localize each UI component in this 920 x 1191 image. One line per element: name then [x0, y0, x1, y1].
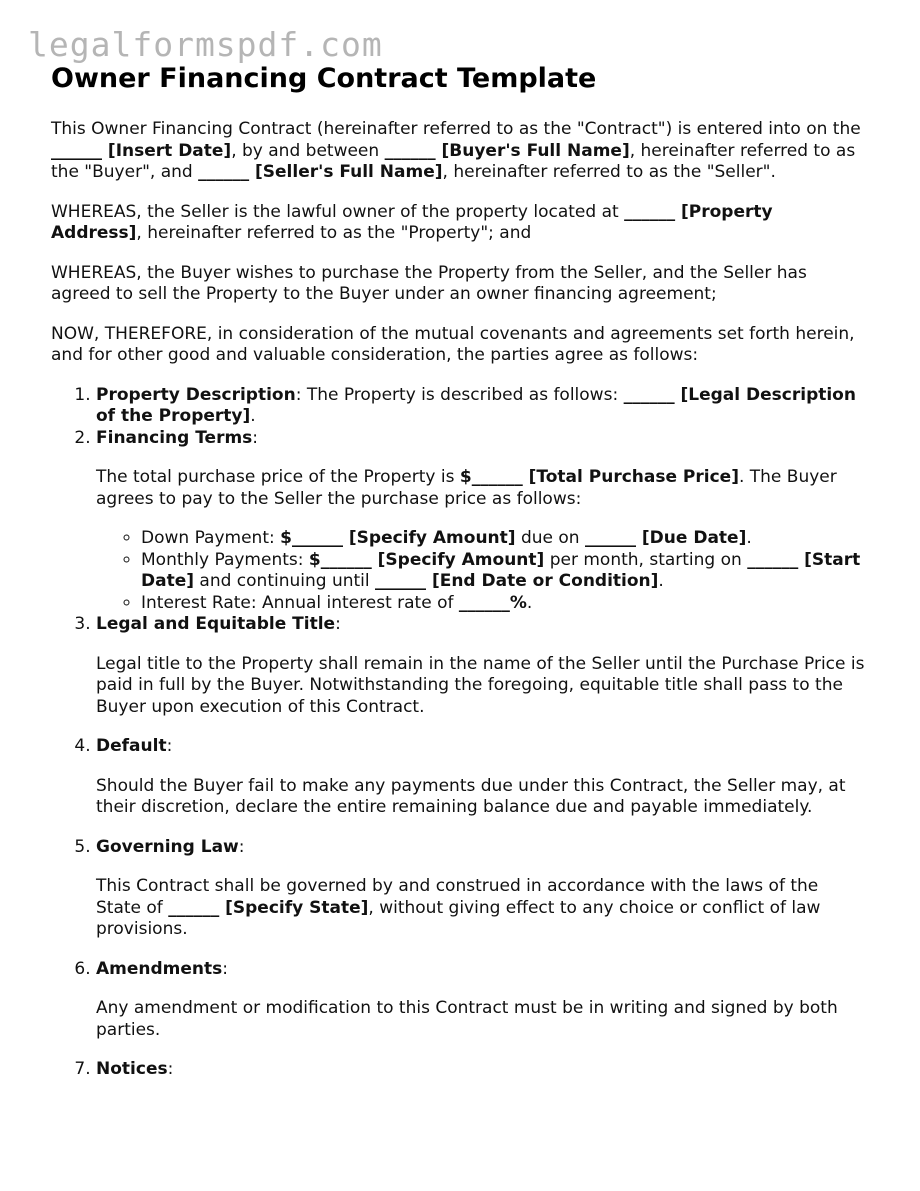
section-property-description: 1. Property Description: The Property is described as follows: ______ [Legal Description of the Property]. — [96, 385, 866, 428]
whereas-seller-paragraph: WHEREAS, the Seller is the lawful owner of the property located at ______ [Property Address], hereinafter referred to as the "Property"; and — [51, 201, 773, 243]
property-address-field: ______ [Property Address] — [51, 201, 773, 243]
section-amendments: 6. Amendments: Any amendment or modification to this Contract must be in writing and signed by both parties. — [96, 959, 866, 1042]
section-notices: 7. Notices: — [96, 1059, 866, 1081]
interest-rate-item: ◦ Interest Rate: Annual interest rate of ______%. — [141, 593, 866, 615]
intro-paragraph: This Owner Financing Contract (hereinafter referred to as the "Contract") is entered into on the ______ [Insert Date], by and between ______ [Buyer's Full Name], hereinafter referred to as the "Buyer", and ______ [Seller's Full Name], hereinafter referred to as the "Seller". — [51, 119, 861, 182]
amendments-paragraph: Any amendment or modification to this Contract must be in writing and signed by both parties. — [96, 998, 838, 1040]
default-paragraph: Should the Buyer fail to make any payments due under this Contract, the Seller may, at their discretion, declare the entire remaining balance due and payable immediately. — [96, 775, 846, 817]
page-title: Owner Financing Contract Template — [51, 63, 597, 94]
section-legal-equitable-title: 3. Legal and Equitable Title: Legal title to the Property shall remain in the name of the Seller until the Purchase Price is paid in full by the Buyer. Notwithstanding the foregoing, equitable title shall pass to the Buyer upon execution of this Contract. — [96, 614, 866, 718]
payment-terms-list — [96, 528, 866, 614]
watermark: legalformspdf.com — [28, 25, 383, 64]
legal-title-paragraph: Legal title to the Property shall remain in the name of the Seller until the Purchase Price is paid in full by the Buyer. Notwithstanding the foregoing, equitable title shall pass to the Buyer upon execution of this Contract. — [96, 653, 865, 717]
total-price-field: $______ [Total Purchase Price] — [459, 467, 739, 487]
buyer-name-field: ______ [Buyer's Full Name] — [384, 140, 630, 161]
sections-list — [51, 385, 866, 1081]
financing-terms-paragraph: The total purchase price of the Property is $______ [Total Purchase Price]. The Buyer agrees to pay to the Seller the purchase price as follows: — [96, 467, 837, 509]
now-therefore-paragraph: NOW, THEREFORE, in consideration of the mutual covenants and agreements set forth herein, and for other good and valuable consideration, the parties agree as follows: — [51, 323, 855, 365]
state-field: ______ [Specify State] — [168, 897, 369, 918]
governing-law-paragraph: This Contract shall be governed by and construed in accordance with the laws of the State of ______ [Specify State], without giving effect to any choice or conflict of law provisions. — [96, 876, 821, 939]
section-governing-law: 5. Governing Law: This Contract shall be governed by and construed in accordance with the laws of the State of ______ [Specify State], without giving effect to any choice or conflict of law provisions. — [96, 837, 866, 941]
monthly-payments-item: ◦ Monthly Payments: $______ [Specify Amount] per month, starting on ______ [Start Date] and continuing until ______ [End Date or Condition]. — [141, 550, 866, 593]
section-default: 4. Default: Should the Buyer fail to make any payments due under this Contract, the Seller may, at their discretion, declare the entire remaining balance due and payable immediately. — [96, 736, 866, 819]
legal-description-field: ______ [Legal Description of the Property] — [96, 384, 856, 426]
document — [51, 62, 866, 1081]
down-payment-item: ◦ Down Payment: $______ [Specify Amount] due on ______ [Due Date]. — [141, 528, 866, 550]
seller-name-field: ______ [Seller's Full Name] — [198, 162, 443, 182]
insert-date-field: ______ [Insert Date] — [51, 140, 232, 161]
whereas-buyer-paragraph: WHEREAS, the Buyer wishes to purchase the Property from the Seller, and the Seller has agreed to sell the Property to the Buyer under an owner financing agreement; — [51, 262, 807, 304]
section-financing-terms: 2. Financing Terms: The total purchase price of the Property is $______ [Total Purchase Price]. The Buyer agrees to pay to the Seller the purchase price as follows: ◦ Down Payment: $______ [Specify Amount] due on ______ [Due Date]. ◦ Monthly Payments: $______ [Specify Amount] per month, starting on ______ [Start Date] and continuing until ______ [End Date or Condition]. ◦ Interest Rate: Annual interest rate of ______%. — [96, 428, 866, 615]
